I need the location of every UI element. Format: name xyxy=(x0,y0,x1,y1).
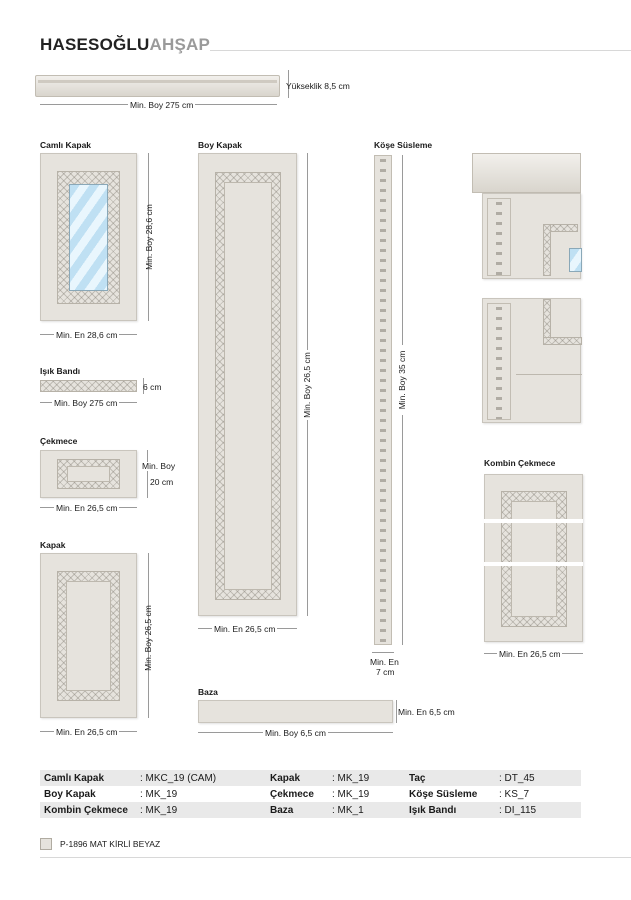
baza-height-line xyxy=(396,700,397,723)
corner-detail-top-strip xyxy=(487,198,511,276)
camli-kapak-glass xyxy=(69,184,108,291)
camli-kapak-title: Camlı Kapak xyxy=(40,140,92,150)
kapak-width-label: Min. En 26,5 cm xyxy=(56,727,118,737)
brand-part-1: HASESOĞLU xyxy=(40,35,150,54)
spec-row-3 xyxy=(40,802,581,818)
corner-detail-top-lattice-v xyxy=(543,224,551,276)
spec-val: : DI_115 xyxy=(499,804,537,816)
kombin-cekmece-gap-1 xyxy=(484,519,583,523)
boy-kapak-title: Boy Kapak xyxy=(198,140,242,150)
boy-kapak-inner xyxy=(224,182,272,590)
spec-key: Baza xyxy=(270,804,294,816)
spec-val: : MKC_19 (CAM) xyxy=(140,772,217,784)
brand-part-2: AHŞAP xyxy=(149,35,210,54)
isik-bandi-height-label: 6 cm xyxy=(143,382,162,392)
corner-detail-crown xyxy=(472,153,581,193)
kapak-inner xyxy=(66,581,111,691)
corner-detail-top xyxy=(482,193,581,279)
kombin-cekmece-gap-2 xyxy=(484,562,583,566)
baza-title: Baza xyxy=(198,687,218,697)
spec-key: Kapak xyxy=(270,772,301,784)
kose-susleme-strip xyxy=(374,155,392,645)
cekmece-height-label-2: 20 cm xyxy=(150,477,174,487)
footer-divider xyxy=(40,857,631,858)
boy-kapak-width-label: Min. En 26,5 cm xyxy=(214,624,276,634)
corner-detail-bottom-strip xyxy=(487,303,511,420)
isik-bandi-length-label: Min. Boy 275 cm xyxy=(54,398,118,408)
kapak-height-label: Min. Boy 26,5 cm xyxy=(143,605,153,671)
boy-kapak-panel xyxy=(198,153,297,616)
baza-height-label: Min. En 6,5 cm xyxy=(398,707,455,717)
header-divider xyxy=(210,50,631,51)
color-label: P-1896 MAT KİRLİ BEYAZ xyxy=(60,839,161,849)
tac-length-label: Min. Boy 275 cm xyxy=(130,100,194,110)
camli-kapak-width-label: Min. En 28,6 cm xyxy=(56,330,118,340)
spec-key: Camlı Kapak xyxy=(44,772,105,784)
baza-panel xyxy=(198,700,393,723)
color-swatch xyxy=(40,838,52,850)
kapak-panel xyxy=(40,553,137,718)
tac-molding xyxy=(35,75,280,97)
spec-val: : DT_45 xyxy=(499,772,535,784)
spec-val: : MK_1 xyxy=(332,804,364,816)
tac-molding-lip xyxy=(38,80,277,83)
kombin-cekmece-panel xyxy=(484,474,583,642)
cekmece-panel xyxy=(40,450,137,498)
spec-key: Kombin Çekmece xyxy=(44,804,128,816)
spec-key: Boy Kapak xyxy=(44,788,96,800)
cekmece-width-label: Min. En 26,5 cm xyxy=(56,503,118,513)
spec-row-1 xyxy=(40,770,581,786)
spec-val: : KS_7 xyxy=(499,788,530,800)
spec-table xyxy=(40,770,581,818)
isik-bandi-strip xyxy=(40,380,137,392)
corner-detail-bottom-lattice-h xyxy=(543,337,582,345)
spec-val: : MK_19 xyxy=(332,788,370,800)
isik-bandi-title: Işık Bandı xyxy=(40,366,81,376)
spec-key: Taç xyxy=(409,772,426,784)
camli-kapak-panel xyxy=(40,153,137,321)
cekmece-height-line xyxy=(147,450,148,498)
tac-height-label: Yükseklik 8,5 cm xyxy=(286,81,350,91)
kose-susleme-width-label-2: 7 cm xyxy=(376,667,395,677)
kombin-cekmece-title: Kombin Çekmece xyxy=(484,458,556,468)
brand-logo xyxy=(40,35,210,55)
camli-kapak-height-label: Min. Boy 28,6 cm xyxy=(144,204,154,270)
kose-susleme-title: Köşe Süsleme xyxy=(374,140,433,150)
kose-susleme-height-label: Min. Boy 35 cm xyxy=(397,345,407,415)
cekmece-inner xyxy=(67,466,110,482)
kose-susleme-width-line xyxy=(372,652,394,653)
spec-key: Işık Bandı xyxy=(409,804,457,816)
kapak-title: Kapak xyxy=(40,540,66,550)
corner-detail-top-glass xyxy=(569,248,582,272)
boy-kapak-height-label: Min. Boy 26,5 cm xyxy=(302,350,312,420)
spec-row-2 xyxy=(40,786,581,802)
spec-key: Çekmece xyxy=(270,788,314,800)
spec-val: : MK_19 xyxy=(140,804,178,816)
cekmece-title: Çekmece xyxy=(40,436,78,446)
kose-susleme-width-label-1: Min. En xyxy=(370,657,399,667)
spec-key: Köşe Süsleme xyxy=(409,788,478,800)
corner-detail-bottom-divider xyxy=(516,374,582,375)
spec-val: : MK_19 xyxy=(140,788,178,800)
corner-detail-bottom xyxy=(482,298,581,423)
kombin-cekmece-width-label: Min. En 26,5 cm xyxy=(499,649,561,659)
spec-val: : MK_19 xyxy=(332,772,370,784)
cekmece-height-label-1: Min. Boy xyxy=(142,461,176,471)
baza-length-label: Min. Boy 6,5 cm xyxy=(265,728,326,738)
